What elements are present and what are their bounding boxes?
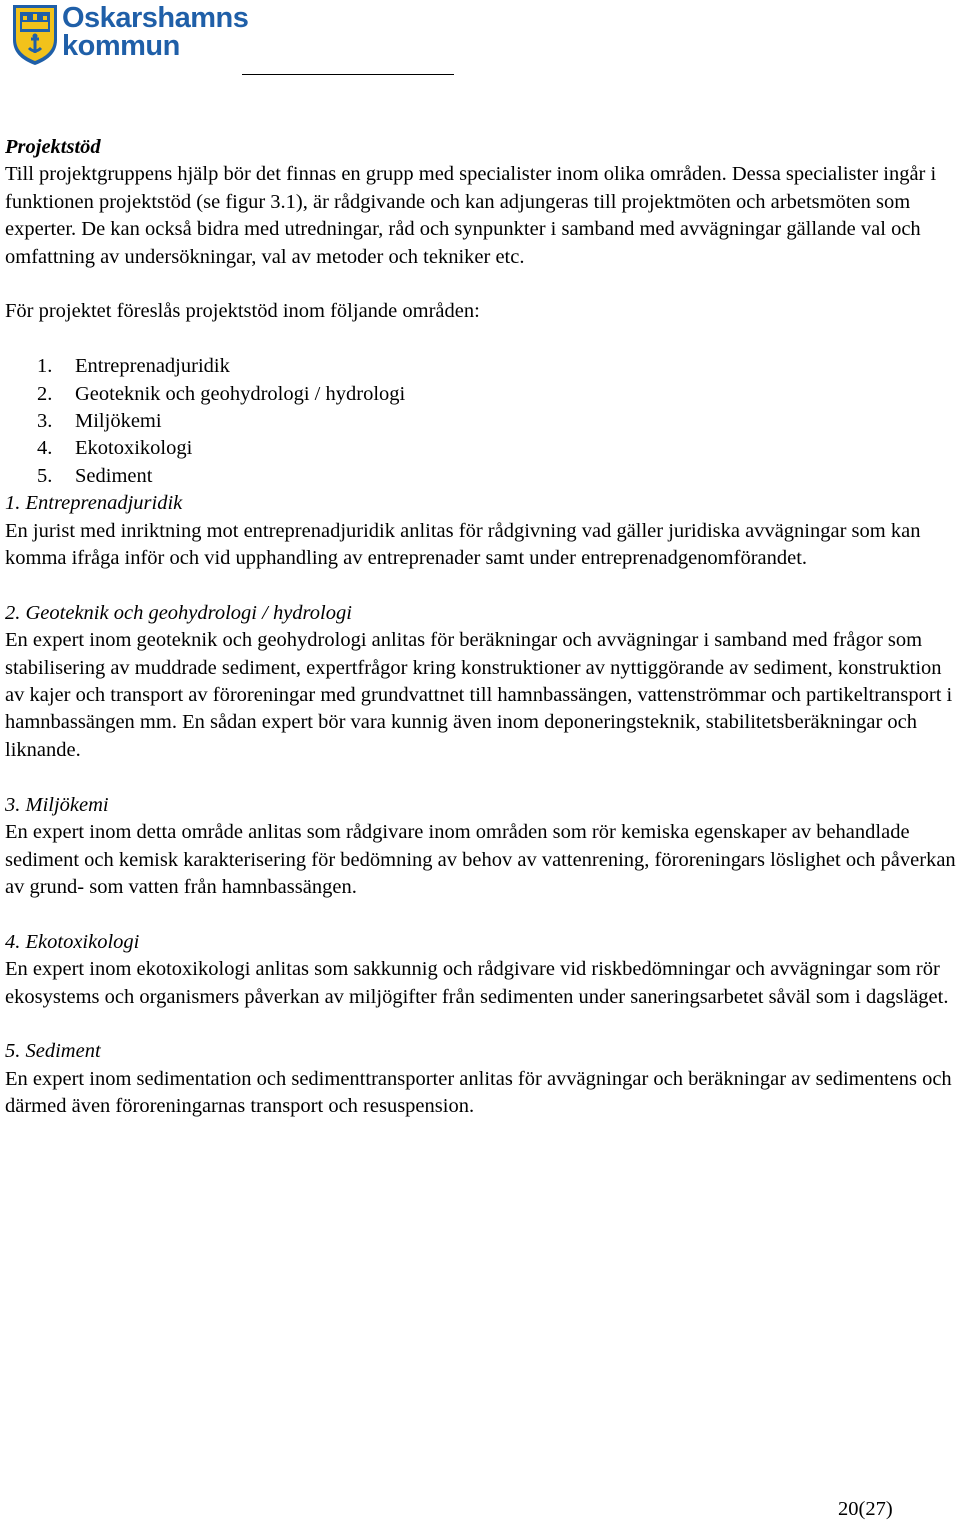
subsection-body-ekotoxikologi: En expert inom ekotoxikologi anlitas som sakkunnig och rådgivare vid riskbedömningar och avvägningar som rör ekosystems och organismers påverkan av miljögifter från sedimenten under saneringsarbetet såväl som i dagsläget. bbox=[5, 958, 949, 1008]
list-item-label: Sediment bbox=[75, 464, 153, 487]
subsection-title-ekotoxikologi: 4. Ekotoxikologi bbox=[5, 930, 140, 953]
municipality-logo bbox=[10, 2, 249, 68]
list-item-number: 5. bbox=[37, 464, 53, 487]
list-item-number: 3. bbox=[37, 410, 53, 433]
list-item-label: Ekotoxikologi bbox=[75, 437, 193, 460]
page-number: 20(27) bbox=[838, 1498, 893, 1520]
list-item bbox=[5, 381, 957, 408]
list-item-label: Entreprenadjuridik bbox=[75, 355, 230, 378]
logo-wordmark bbox=[62, 4, 248, 60]
list-item-label: Geoteknik och geohydrologi / hydrologi bbox=[75, 382, 406, 405]
section-heading: Projektstöd bbox=[5, 136, 101, 158]
list-item bbox=[5, 408, 957, 435]
subsection-body-geoteknik: En expert inom geoteknik och geohydrologi anlitas för beräkningar och avvägningar i samband med frågor som stabilisering av muddrade sediment, expertfrågor kring konstruktioner av nyttiggörande av sediment, konstruktion av kajer och transport av föroreningar med grundvattnet till hamnbassängen, vattenströmmar och partikeltransport i hamnbassängen mm. En sådan expert bör vara kunnig även inom deponeringsteknik, stabilitetsberäkningar och liknande. bbox=[5, 629, 953, 761]
logo-line-2: kommun bbox=[62, 30, 180, 62]
subsection-title-geoteknik: 2. Geoteknik och geohydrologi / hydrologi bbox=[5, 601, 352, 624]
subsection-title-sediment: 5. Sediment bbox=[5, 1040, 101, 1063]
subsection-title-entreprenadjuridik: 1. Entreprenadjuridik bbox=[5, 492, 183, 515]
subsection-body-sediment: En expert inom sedimentation och sedimenttransporter anlitas för avvägningar och beräkningar av sedimentens och därmed även föroreningarnas transport och resuspension. bbox=[5, 1067, 952, 1118]
list-item-number: 1. bbox=[37, 355, 53, 378]
list-item-label: Miljökemi bbox=[75, 410, 162, 433]
list-intro: För projektet föreslås projektstöd inom följande områden: bbox=[5, 300, 480, 323]
document-body bbox=[5, 134, 957, 1121]
coat-of-arms-icon bbox=[10, 2, 60, 66]
list-item bbox=[5, 435, 957, 462]
logo-line-1: Oskarshamns bbox=[62, 2, 249, 34]
subsection-body-miljokemi: En expert inom detta område anlitas som rådgivare inom områden som rör kemiska egenskaper av behandlade sediment och kemisk karakterisering för bedömning av behov av vattenrening, föroreningars löslighet och påverkan av grund- som vatten från hamnbassängen. bbox=[5, 821, 956, 898]
areas-list bbox=[5, 353, 957, 490]
intro-paragraph: Till projektgruppens hjälp bör det finnas en grupp med specialister inom olika områden. Dessa specialister ingår i funktionen projektstöd (se figur 3.1), är rådgivande och kan adjungeras till projektmöten och arbetsmöten som experter. De kan också bidra med utredningar, råd och synpunkter i samband med avvägningar gällande val och omfattning av undersökningar, val av metoder och tekniker etc. bbox=[5, 163, 937, 268]
subsection-title-miljokemi: 3. Miljökemi bbox=[5, 793, 109, 816]
list-item bbox=[5, 353, 957, 380]
list-item bbox=[5, 463, 957, 490]
header-divider bbox=[242, 74, 454, 75]
list-item-number: 4. bbox=[37, 437, 53, 460]
list-item-number: 2. bbox=[37, 382, 53, 405]
subsection-body-entreprenadjuridik: En jurist med inriktning mot entreprenadjuridik anlitas för rådgivning vad gäller juridiska avvägningar som kan komma ifråga inför och vid upphandling av entreprenader samt under entreprenadgenomförandet. bbox=[5, 519, 921, 570]
